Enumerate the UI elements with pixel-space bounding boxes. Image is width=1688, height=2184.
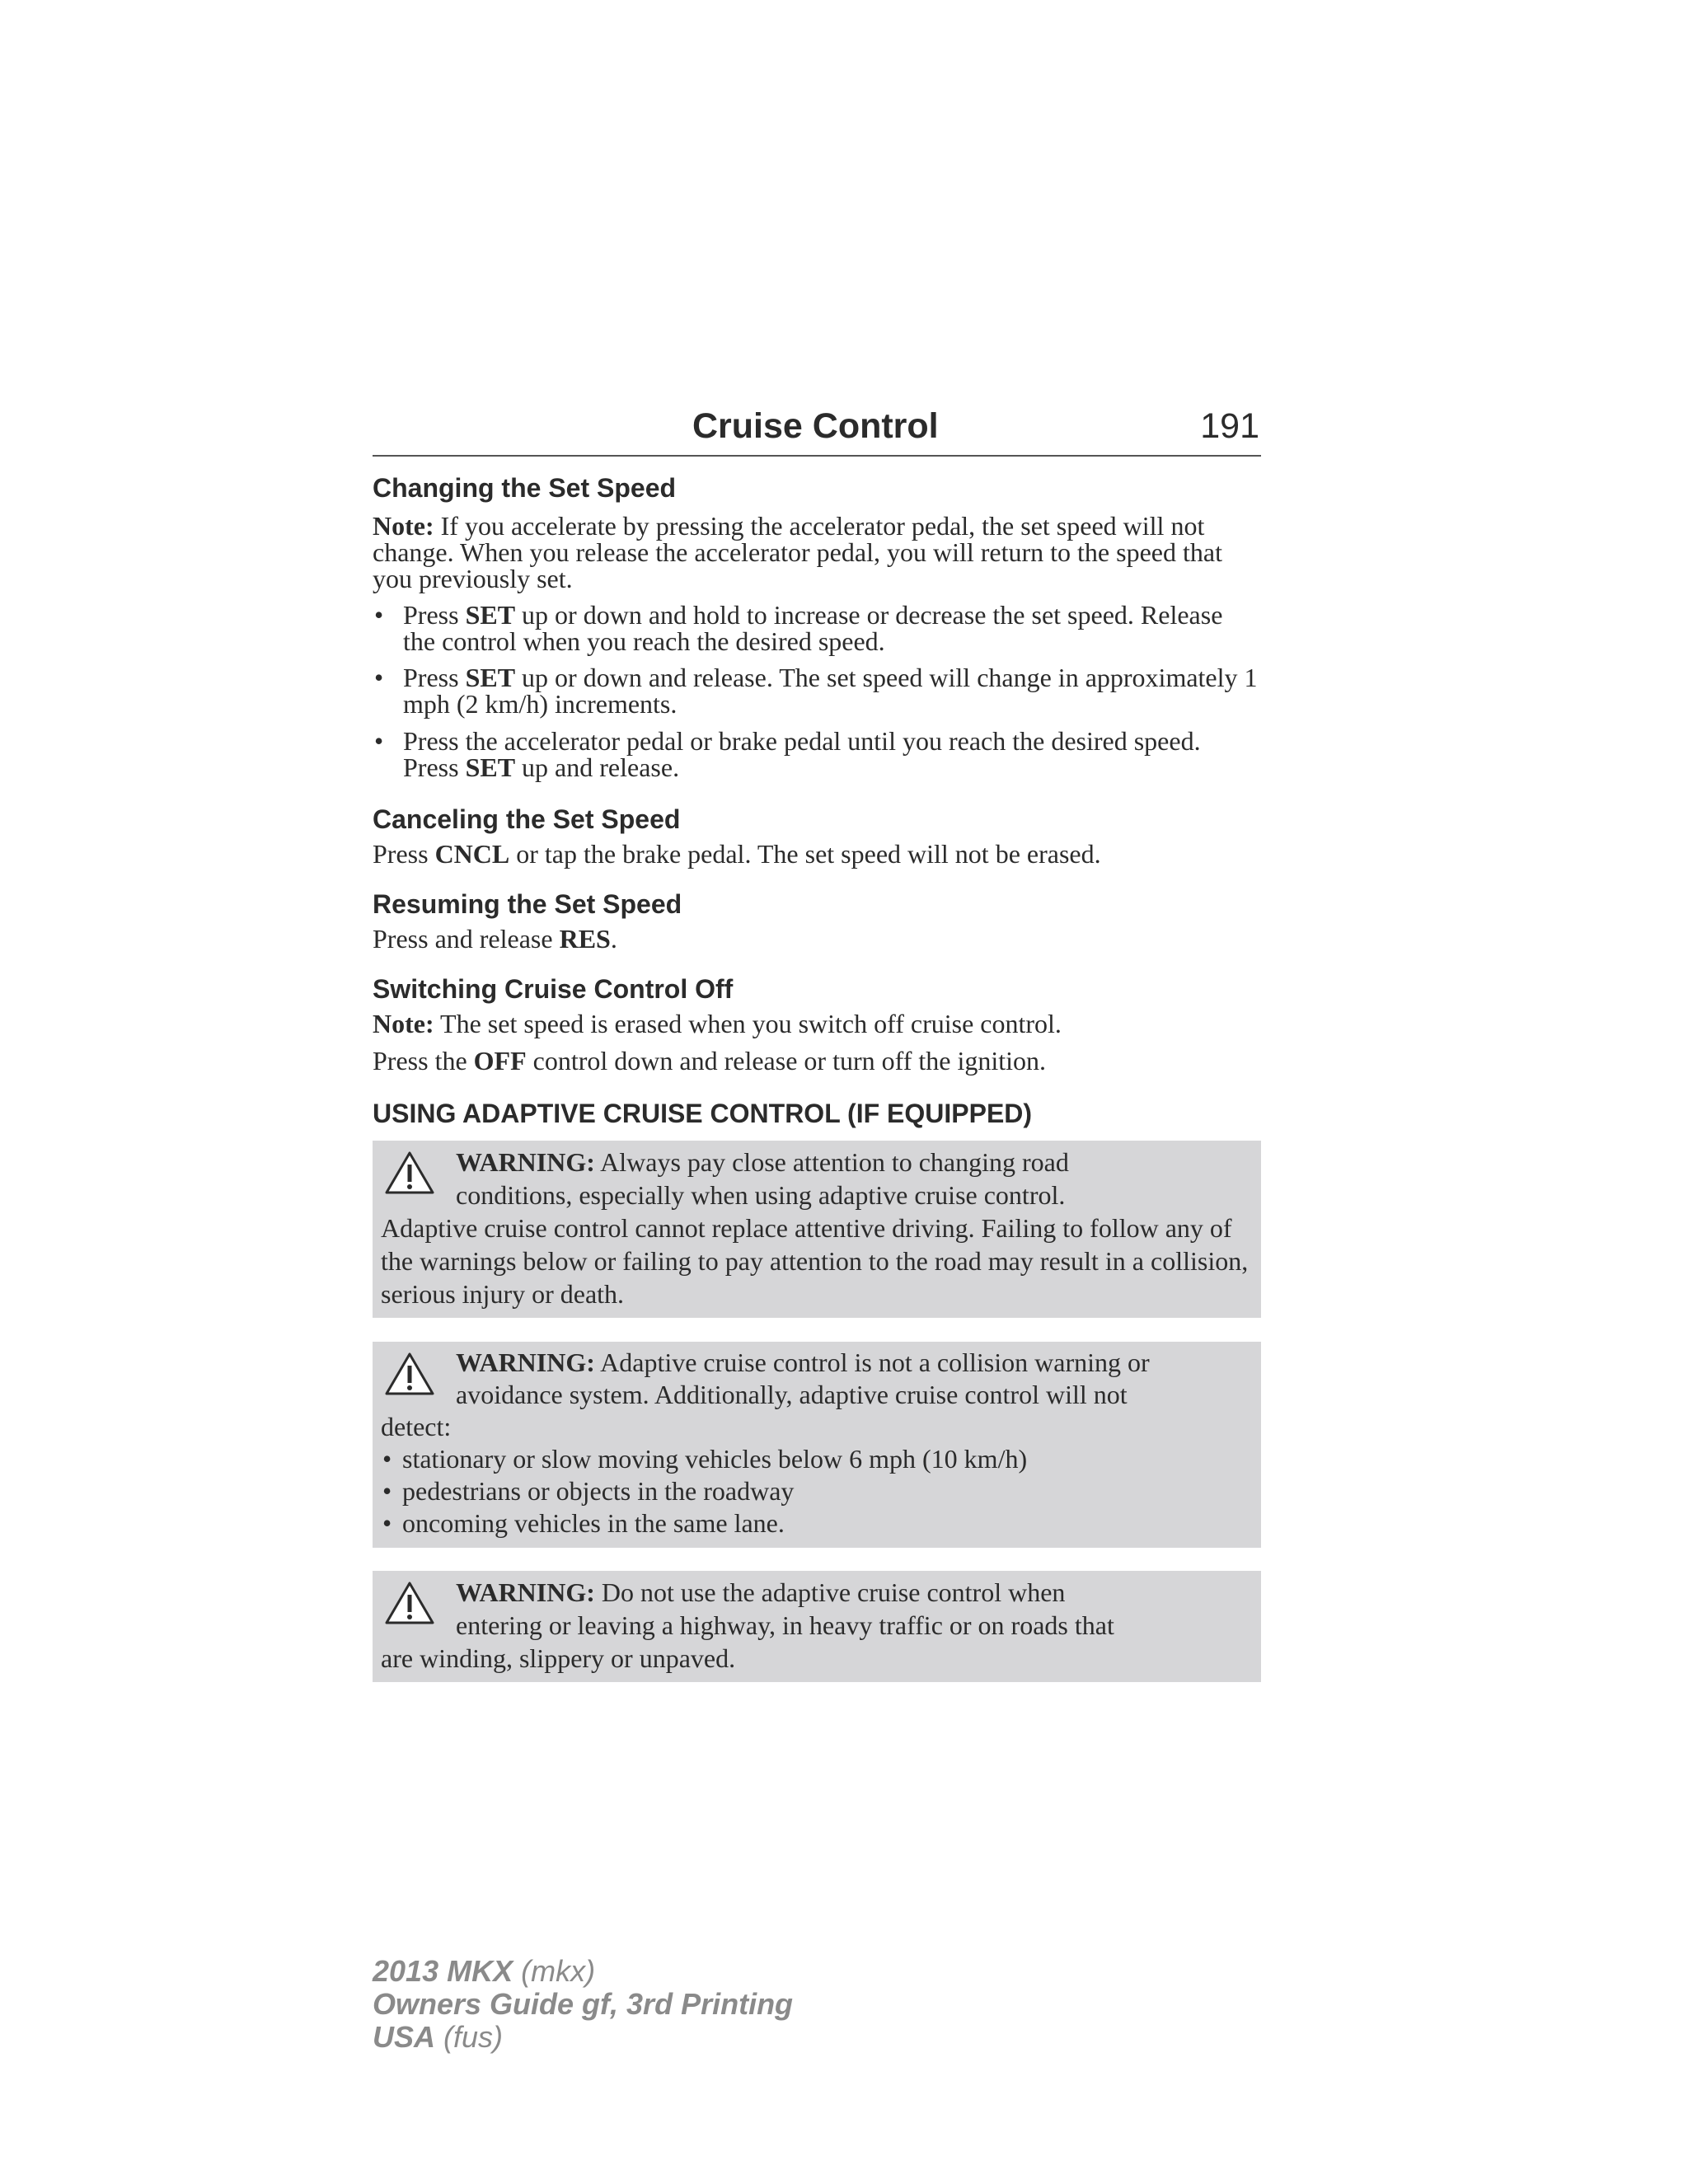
bullet-item: • Press SET up or down and release. The set speed will change in approximately 1 mph (2 km/h) increments. [374, 663, 1258, 719]
warning-box [373, 1342, 1261, 1548]
resuming-text: Press and release RES. [373, 924, 617, 954]
warning-triangle-icon [384, 1352, 435, 1396]
warning-body: are winding, slippery or unpaved. [381, 1643, 736, 1673]
note-text: If you accelerate by pressing the accelerator pedal, the set speed will not change. When you release the accelerator pedal, you will return to the speed that you previously set. [373, 511, 1222, 593]
note-label: Note: [373, 511, 434, 541]
section-heading-resuming: Resuming the Set Speed [373, 889, 682, 919]
warning-first-line: WARNING: Adaptive cruise control is not a collision warning or [456, 1347, 1150, 1377]
section-heading-canceling: Canceling the Set Speed [373, 804, 681, 834]
footer-guide: Owners Guide gf, 3rd Printing [373, 1987, 794, 2021]
warning-triangle-icon [384, 1581, 435, 1625]
note-changing [373, 513, 1261, 592]
bullet-item: • Press SET up or down and hold to increase or decrease the set speed. Release the control when you reach the desired speed. [374, 600, 1223, 656]
bullet-dot-icon: • [382, 1508, 392, 1538]
warning-second-line: entering or leaving a highway, in heavy traffic or on roads that [456, 1610, 1114, 1640]
page-number: 191 [1200, 406, 1259, 446]
warning-body: Adaptive cruise control cannot replace attentive driving. Failing to follow any of the warnings below or failing to pay attention to the road may result in a collision, serious injury or death. [381, 1213, 1249, 1309]
section-heading-switching: Switching Cruise Control Off [373, 974, 734, 1004]
warning-box [373, 1141, 1261, 1318]
warning-bullet-item: • pedestrians or objects in the roadway [382, 1476, 795, 1506]
warning-body: detect: [381, 1412, 452, 1441]
bullet-item: • Press the accelerator pedal or brake pedal until you reach the desired speed. Press SET up and release. [374, 726, 1201, 782]
bullet-dot-icon: • [374, 663, 384, 692]
note-switching: Note: The set speed is erased when you switch off cruise control. [373, 1009, 1062, 1038]
warning-bullet-item: • oncoming vehicles in the same lane. [382, 1508, 785, 1538]
section-heading-adaptive: USING ADAPTIVE CRUISE CONTROL (IF EQUIPPED) [373, 1099, 1033, 1128]
bullet-dot-icon: • [382, 1476, 392, 1506]
page-footer [373, 1955, 793, 2054]
bullet-dot-icon: • [374, 600, 384, 630]
footer-model: 2013 MKX (mkx) [373, 1954, 596, 1988]
footer-market: USA (fus) [373, 2020, 504, 2054]
warning-second-line: conditions, especially when using adaptive cruise control. [456, 1180, 1066, 1210]
warning-box [373, 1571, 1261, 1682]
page-header [373, 404, 1261, 457]
warning-first-line: WARNING: Do not use the adaptive cruise control when [456, 1577, 1066, 1607]
bullet-dot-icon: • [374, 726, 384, 756]
warning-bullet-item: • stationary or slow moving vehicles below 6 mph (10 km/h) [382, 1444, 1028, 1474]
switching-text: Press the OFF control down and release or turn off the ignition. [373, 1046, 1046, 1076]
warning-first-line: WARNING: Always pay close attention to changing road [456, 1147, 1069, 1177]
bullet-dot-icon: • [382, 1444, 392, 1474]
section-heading-changing: Changing the Set Speed [373, 473, 677, 503]
canceling-text: Press CNCL or tap the brake pedal. The set speed will not be erased. [373, 839, 1101, 869]
page-title: Cruise Control [692, 406, 939, 446]
warning-triangle-icon [384, 1151, 435, 1195]
warning-second-line: avoidance system. Additionally, adaptive cruise control will not [456, 1380, 1128, 1409]
